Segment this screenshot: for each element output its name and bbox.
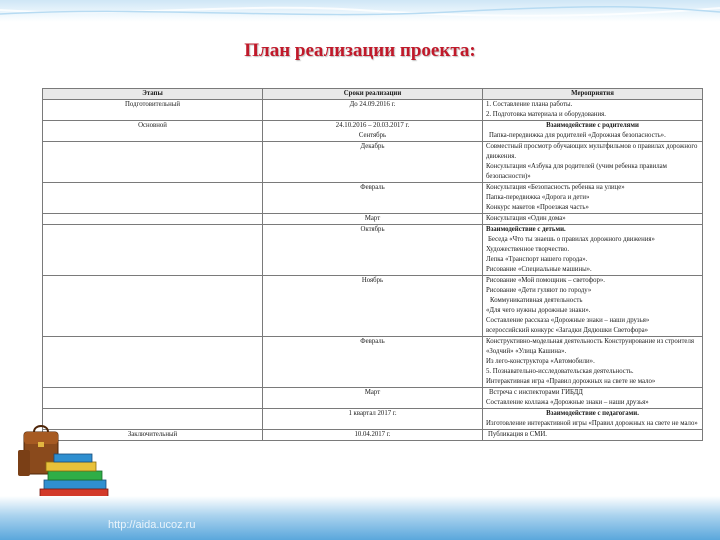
- events-cell: [483, 409, 703, 430]
- event-line: Из лего-конструктора «Автомобили».: [486, 358, 595, 365]
- event-line: 2. Подготовка материала и оборудования.: [486, 111, 606, 118]
- stage-cell: [43, 276, 263, 337]
- stage-cell: Основной: [43, 121, 263, 142]
- table-row: [43, 214, 703, 225]
- stage-cell: [43, 142, 263, 183]
- events-cell: [483, 100, 703, 121]
- plan-table-container: [42, 88, 702, 441]
- term-cell: [263, 214, 483, 225]
- term-cell: [263, 409, 483, 430]
- term-line: Ноябрь: [361, 277, 384, 284]
- table-row: [43, 142, 703, 183]
- events-cell: [483, 142, 703, 183]
- event-line: Консультация «Азбука для родителей (учим ребенка правилам безопасности)»: [486, 163, 667, 180]
- term-line: Декабрь: [360, 143, 385, 150]
- event-line: Лепка «Транспорт нашего города».: [486, 256, 588, 263]
- event-line: Конструктивно-модельная деятельность Конструирование из строителя «Зодчий» «Улица Кашина».: [486, 338, 694, 355]
- event-line: Интерактивная игра «Правил дорожных на свете не мало»: [486, 378, 656, 385]
- header-terms: Сроки реализации: [263, 89, 483, 100]
- events-cell: [483, 183, 703, 214]
- table-row: [43, 409, 703, 430]
- term-cell: [263, 430, 483, 441]
- table-row: [43, 121, 703, 142]
- event-line: Консультация «Один дома»: [486, 215, 566, 222]
- table-header-row: [43, 89, 703, 100]
- term-cell: [263, 100, 483, 121]
- term-line: Февраль: [360, 184, 385, 191]
- term-line: До 24.09.2016 г.: [349, 101, 396, 108]
- term-cell: [263, 142, 483, 183]
- event-line: Папка-передвижка «Дорога и дети»: [486, 194, 590, 201]
- event-line: Изготовление интерактивной игры «Правил дорожных на свете не мало»: [486, 420, 698, 427]
- events-cell: [483, 214, 703, 225]
- events-cell: [483, 430, 703, 441]
- table-row: [43, 225, 703, 276]
- event-line: Художественное творчество.: [486, 246, 570, 253]
- event-line: Встреча с инспекторами ГИБДД: [489, 389, 583, 396]
- top-wave-decoration: [0, 0, 720, 22]
- table-row: [43, 100, 703, 121]
- term-cell: [263, 183, 483, 214]
- header-events: Мероприятия: [483, 89, 703, 100]
- stage-cell: Заключительный: [43, 430, 263, 441]
- term-line: 10.04.2017 г.: [354, 431, 391, 438]
- stage-cell: [43, 183, 263, 214]
- event-line: Конкурс макетов «Проезжая часть»: [486, 204, 589, 211]
- header-stages: Этапы: [43, 89, 263, 100]
- table-row: [43, 337, 703, 388]
- stage-cell: Подготовительный: [43, 100, 263, 121]
- term-cell: [263, 337, 483, 388]
- event-line: Папка-передвижка для родителей «Дорожная безопасность».: [489, 132, 666, 139]
- events-cell: [483, 121, 703, 142]
- bottom-decorative-band: [0, 496, 720, 540]
- term-line: Март: [364, 389, 381, 396]
- table-row: [43, 183, 703, 214]
- table-row: [43, 276, 703, 337]
- events-cell: [483, 337, 703, 388]
- event-line: «Для чего нужны дорожные знаки».: [486, 307, 591, 314]
- event-line: Рисование «Мой помощник – светофор».: [486, 277, 605, 284]
- term-line: Октябрь: [360, 226, 385, 233]
- event-line: Рисование «Дети гуляют по городу»: [486, 287, 592, 294]
- event-heading: Взаимодействие с детьми.: [486, 226, 566, 233]
- event-line: 5. Познавательно-исследовательская деятельность.: [486, 368, 634, 375]
- stage-cell: [43, 225, 263, 276]
- events-cell: [483, 225, 703, 276]
- event-line: Совместный просмотр обучающих мультфильмов о правилах дорожного движения.: [486, 143, 698, 160]
- term-line: Сентябрь: [358, 132, 387, 139]
- event-heading: Взаимодействие с педагогами.: [546, 410, 639, 417]
- event-line: Беседа «Что ты знаешь о правилах дорожного движения»: [488, 236, 655, 243]
- term-cell: [263, 121, 483, 142]
- term-line: 24.10.2016 – 20.03.2017 г.: [335, 122, 410, 129]
- event-line: 1. Составление плана работы.: [486, 101, 573, 108]
- events-cell: [483, 276, 703, 337]
- plan-table: [42, 88, 703, 441]
- term-line: Февраль: [360, 338, 385, 345]
- stage-cell: [43, 337, 263, 388]
- event-line: всероссийский конкурс «Загадки Дядюшки Светофора»: [486, 327, 649, 334]
- event-line: Публикация в СМИ.: [488, 431, 547, 438]
- term-cell: [263, 225, 483, 276]
- stage-cell: [43, 214, 263, 225]
- table-row: [43, 388, 703, 409]
- event-line: Составление коллажа «Дорожные знаки – наши друзья»: [486, 399, 649, 406]
- event-line: Составление рассказа «Дорожные знаки – наши друзья»: [486, 317, 650, 324]
- term-cell: [263, 388, 483, 409]
- event-heading: Взаимодействие с родителями: [546, 122, 639, 129]
- page-title: План реализации проекта:: [244, 40, 476, 61]
- table-row: [43, 430, 703, 441]
- event-line: Рисование «Специальные машины».: [486, 266, 592, 273]
- briefcase-books-clipart: [14, 420, 114, 500]
- term-line: 1 квартал 2017 г.: [348, 410, 397, 417]
- term-cell: [263, 276, 483, 337]
- stage-cell: [43, 388, 263, 409]
- event-line: Консультация «Безопасность ребенка на улице»: [486, 184, 625, 191]
- event-line: Коммуникативная деятельность: [490, 297, 583, 304]
- term-line: Март: [364, 215, 381, 222]
- events-cell: [483, 388, 703, 409]
- footer-site-url: http://aida.ucoz.ru: [108, 519, 196, 531]
